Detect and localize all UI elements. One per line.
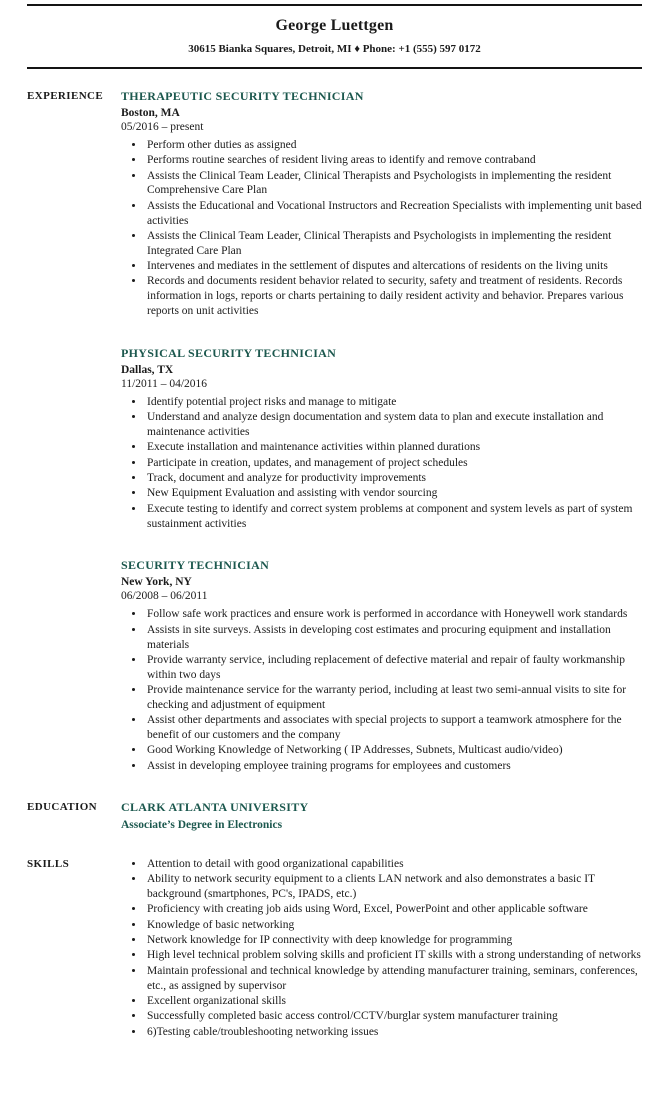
skills-content: [121, 857, 642, 1040]
bullet-item: • Assists the Clinical Team Leader, Clinical Therapists and Psychologists in implementing the resident Integrated Care Plan: [145, 229, 642, 259]
bullet-item: • Provide warranty service, including replacement of defective material and repair of faulty workmanship within two days: [145, 653, 642, 683]
bullet-item: • Attention to detail with good organizational capabilities: [145, 857, 642, 872]
section-experience: [27, 89, 642, 774]
bullet-item: • Excellent organizational skills: [145, 994, 642, 1009]
education-content: [121, 800, 642, 831]
bullet-item: • High level technical problem solving skills and proficient IT skills with a strong understanding of networks: [145, 948, 642, 963]
resume-body: [27, 69, 642, 1040]
resume-header: [27, 6, 642, 67]
bullet-item: • Network knowledge for IP connectivity with deep knowledge for programming: [145, 933, 642, 948]
skills-bullet-list: [121, 857, 642, 1039]
bullet-item: • Identify potential project risks and manage to mitigate: [145, 395, 642, 410]
bullet-item: • Successfully completed basic access control/CCTV/burglar system manufacturer training: [145, 1009, 642, 1024]
section-label-education: EDUCATION: [27, 801, 98, 813]
experience-entry-3: [121, 558, 642, 773]
bullet-item: • Follow safe work practices and ensure work is performed in accordance with Honeywell work standards: [145, 607, 642, 622]
bullet-item: • Perform other duties as assigned: [145, 138, 642, 153]
bullet-item: • Assist in developing employee training programs for employees and customers: [145, 759, 642, 774]
job-bullet-list: [121, 138, 642, 319]
bullet-item: • Assists the Educational and Vocational Instructors and Recreation Specialists with implementing unit based activities: [145, 199, 642, 229]
bullet-item: • 6)Testing cable/troubleshooting networking issues: [145, 1025, 642, 1040]
bullet-item: • Knowledge of basic networking: [145, 918, 642, 933]
bullet-item: • Execute installation and maintenance activities within planned durations: [145, 440, 642, 455]
bullet-item: • Participate in creation, updates, and management of project schedules: [145, 456, 642, 471]
bullet-item: • Maintain professional and technical knowledge by attending manufacturer training, seminars, conferences, etc., as assigned by supervisor: [145, 964, 642, 994]
section-skills: [27, 857, 642, 1040]
bullet-item: • Understand and analyze design documentation and system data to plan and execute installation and maintenance activities: [145, 410, 642, 440]
contact-info: 30615 Bianka Squares, Detroit, MI ♦ Phone: +1 (555) 597 0172: [188, 43, 481, 55]
bullet-item: • Intervenes and mediates in the settlement of disputes and altercations of residents on the living units: [145, 259, 642, 274]
bullet-item: • New Equipment Evaluation and assisting with vendor sourcing: [145, 486, 642, 501]
job-title: THERAPEUTIC SECURITY TECHNICIAN: [121, 89, 364, 103]
job-bullet-list: [121, 395, 642, 531]
bullet-item: • Records and documents resident behavior related to security, safety and treatment of residents. Records information in logs, reports or charts pertaining to daily resident activity and behavior. Prepares various reports on unit activities: [145, 274, 642, 318]
job-location: Boston, MA: [121, 107, 180, 119]
bullet-item: • Provide maintenance service for the warranty period, including at least two semi-annual visits to site for checking and adjustment of equipment: [145, 683, 642, 713]
job-title: SECURITY TECHNICIAN: [121, 558, 270, 573]
experience-content: [121, 89, 642, 774]
job-location: New York, NY: [121, 576, 192, 589]
job-title: PHYSICAL SECURITY TECHNICIAN: [121, 345, 337, 360]
bullet-item: • Ability to network security equipment to a clients LAN network and also demonstrates a basic IT background (smartphones, PC's, IPADS, etc.): [145, 872, 642, 902]
experience-entry-2: [121, 346, 642, 531]
bullet-item: • Execute testing to identify and correct system problems at component and system levels as part of system sustainment activities: [145, 502, 642, 532]
bullet-item: • Performs routine searches of resident living areas to identify and remove contraband: [145, 153, 642, 168]
job-dates: 11/2011 – 04/2016: [121, 377, 208, 390]
bullet-item: • Assist other departments and associates with special projects to support a teamwork atmosphere for the benefit of our customers and the company: [145, 713, 642, 743]
section-label-skills: SKILLS: [27, 858, 70, 870]
bullet-item: • Assists in site surveys. Assists in developing cost estimates and procuring equipment and installation materials: [145, 623, 642, 653]
job-bullet-list: [121, 607, 642, 773]
job-location: Dallas, TX: [121, 363, 174, 376]
degree-name: Associate’s Degree in Electronics: [121, 819, 283, 831]
job-dates: 06/2008 – 06/2011: [121, 590, 208, 603]
experience-entry-1: [121, 89, 642, 319]
bullet-item: • Track, document and analyze for productivity improvements: [145, 471, 642, 486]
candidate-name: George Luettgen: [275, 17, 394, 34]
school-name: CLARK ATLANTA UNIVERSITY: [121, 800, 309, 814]
section-label-experience: EXPERIENCE: [27, 90, 104, 102]
bullet-item: • Good Working Knowledge of Networking ( IP Addresses, Subnets, Multicast audio/video): [145, 743, 642, 758]
job-dates: 05/2016 – present: [121, 121, 204, 133]
education-entry: [121, 800, 642, 831]
bullet-item: • Proficiency with creating job aids using Word, Excel, PowerPoint and other applicable software: [145, 902, 642, 917]
bullet-item: • Assists the Clinical Team Leader, Clinical Therapists and Psychologists in implementing the resident Comprehensive Care Plan: [145, 169, 642, 199]
section-education: [27, 800, 642, 831]
